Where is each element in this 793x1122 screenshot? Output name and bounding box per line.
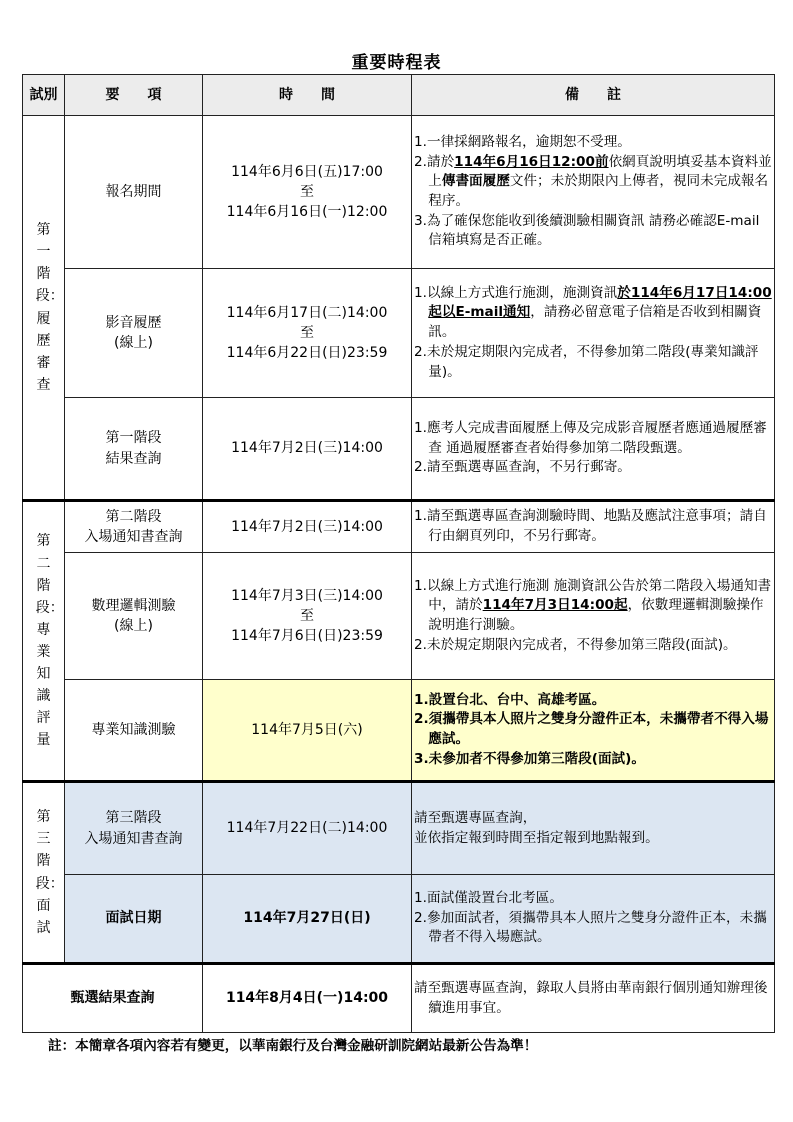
time-line: 114年7月5日(六) bbox=[251, 721, 363, 738]
time-line: 114年7月27日(日) bbox=[243, 910, 371, 927]
note-segment: 1.一律採網路報名，逾期恕不受理。 bbox=[414, 133, 631, 150]
note-segment: 2.參加面試者，須攜帶具本人照片之雙身分證件正本，未攜帶者不得入場應試。 bbox=[414, 909, 767, 946]
time-cell bbox=[203, 553, 412, 680]
item-label: (線上) bbox=[114, 618, 153, 634]
note-cell bbox=[412, 501, 775, 553]
item-label: 第三階段 bbox=[105, 810, 162, 827]
header-item: 要 項 bbox=[65, 75, 203, 116]
time-line: 至 bbox=[300, 183, 314, 200]
note-segment: 1.設置台北、台中、高雄考區。 bbox=[414, 691, 606, 708]
time-line: 至 bbox=[300, 607, 314, 624]
time-line: 114年6月16日(一)12:00 bbox=[226, 204, 388, 221]
note-line bbox=[414, 153, 772, 212]
table-row bbox=[23, 964, 775, 1033]
note-line bbox=[414, 458, 772, 478]
item-cell bbox=[65, 269, 203, 398]
time-line: 114年8月4日(一)14:00 bbox=[225, 990, 389, 1007]
table-row bbox=[23, 680, 775, 782]
note-segment: 文件；未於期限內上傳者，視同未完成報名程序。 bbox=[428, 173, 769, 209]
note-segment: 1.應考人完成書面履歷上傳及完成影音履歷者應通過履歷審查 通過履歷審查者始得參加第二階段甄選。 bbox=[414, 419, 767, 456]
table-row bbox=[23, 116, 775, 269]
note-cell bbox=[412, 782, 775, 875]
note-line bbox=[414, 577, 772, 636]
time-cell bbox=[203, 964, 412, 1033]
note-segment: 1.以線上方式進行施測 施測資訊公告於第二階段入場通知書中，請於 bbox=[414, 577, 772, 614]
note-line bbox=[414, 909, 772, 948]
item-label: 入場通知書查詢 bbox=[84, 830, 183, 847]
note-segment: 2.須攜帶具本人照片之雙身分證件正本，未攜帶者不得入場應試。 bbox=[414, 711, 769, 747]
table-row bbox=[23, 782, 775, 875]
note-segment: 2.未於規定期限內完成者，不得參加第三階段(面試)。 bbox=[414, 636, 737, 653]
item-cell bbox=[65, 501, 203, 553]
item-label: 結果查詢 bbox=[105, 450, 162, 467]
note-segment: 傳書面履歷 bbox=[441, 173, 510, 190]
note-segment: 114年7月3日14:00起 bbox=[482, 597, 628, 614]
stage-2-cell bbox=[23, 501, 65, 782]
note-line bbox=[414, 691, 772, 711]
note-segment: 請至甄選專區查詢，錄取人員將由華南銀行個別通知辦理後續進用事宜。 bbox=[414, 979, 768, 1016]
time-cell bbox=[203, 680, 412, 782]
item-cell bbox=[65, 398, 203, 501]
time-cell bbox=[203, 782, 412, 875]
note-cell bbox=[412, 116, 775, 269]
time-line: 114年6月17日(二)14:00 bbox=[226, 304, 388, 321]
note-line bbox=[414, 889, 772, 909]
footnote: 註：本簡章各項內容若有變更，以華南銀行及台灣金融研訓院網站最新公告為準！ bbox=[48, 1038, 538, 1054]
item-label: 影音履歷 bbox=[105, 314, 162, 331]
note-cell bbox=[412, 269, 775, 398]
note-line bbox=[414, 419, 772, 458]
item-cell bbox=[65, 116, 203, 269]
time-line: 114年7月6日(日)23:59 bbox=[231, 628, 383, 645]
note-line bbox=[414, 636, 772, 656]
note-segment: 2.請至甄選專區查詢，不另行郵寄。 bbox=[414, 459, 631, 476]
time-line: 114年6月6日(五)17:00 bbox=[231, 163, 383, 180]
note-cell bbox=[412, 680, 775, 782]
note-segment: 3.為了確保您能收到後續測驗相關資訊 請務必確認E-mail信箱填寫是否正確。 bbox=[414, 212, 760, 249]
time-cell bbox=[203, 398, 412, 501]
header-time: 時 間 bbox=[203, 75, 412, 116]
stage-3-label: 第三階段：面試 bbox=[35, 809, 64, 936]
note-segment: 2.未於規定期限內完成者，不得參加第二階段(專業知識評量)。 bbox=[414, 343, 759, 380]
time-cell bbox=[203, 875, 412, 964]
stage-3-cell bbox=[23, 782, 65, 964]
item-label: (線上) bbox=[114, 335, 153, 351]
note-segment: 依網頁說明填妥基本資料並上 bbox=[428, 153, 772, 190]
item-label: 甄選結果查詢 bbox=[70, 990, 155, 1007]
note-segment: 1.面試僅設置台北考區。 bbox=[414, 889, 563, 906]
note-segment: 3.未參加者不得參加第三階段(面試)。 bbox=[414, 750, 645, 767]
time-line: 114年6月22日(日)23:59 bbox=[226, 345, 388, 362]
item-label: 第二階段 bbox=[105, 508, 162, 525]
note-segment: 於114年6月17日14:00起以E-mail通知 bbox=[428, 284, 772, 321]
table-header-row bbox=[23, 75, 775, 116]
item-label: 入場通知書查詢 bbox=[84, 529, 183, 545]
note-segment: 請至甄選專區查詢， bbox=[414, 809, 537, 826]
note-segment: 並依指定報到時間至指定報到地點報到。 bbox=[414, 829, 659, 846]
note-cell bbox=[412, 398, 775, 501]
stage-1-cell bbox=[23, 116, 65, 501]
note-segment: 1.以線上方式進行施測，施測資訊 bbox=[414, 284, 618, 301]
item-label: 報名期間 bbox=[105, 183, 162, 200]
item-cell bbox=[23, 964, 203, 1033]
table-row bbox=[23, 875, 775, 964]
note-line bbox=[414, 979, 772, 1018]
item-cell bbox=[65, 875, 203, 964]
note-segment: ，依數理邏輯測驗操作說明進行測驗。 bbox=[428, 597, 764, 633]
item-label: 專業知識測驗 bbox=[91, 721, 176, 738]
stage-2-label: 第二階段：專業知識評量 bbox=[35, 533, 64, 749]
item-label: 第一階段 bbox=[105, 430, 162, 447]
note-cell bbox=[412, 553, 775, 680]
time-line: 114年7月2日(三)14:00 bbox=[231, 440, 383, 457]
note-line bbox=[414, 750, 772, 770]
note-line bbox=[414, 710, 772, 749]
time-line: 至 bbox=[300, 324, 314, 341]
table-row bbox=[23, 501, 775, 553]
item-label: 數理邏輯測驗 bbox=[91, 597, 176, 614]
note-line bbox=[414, 829, 772, 849]
note-segment: 1.請至甄選專區查詢測驗時間、地點及應試注意事項；請自行由網頁列印，不另行郵寄。 bbox=[414, 508, 767, 544]
item-cell bbox=[65, 782, 203, 875]
note-cell bbox=[412, 875, 775, 964]
time-cell bbox=[203, 116, 412, 269]
note-line bbox=[414, 284, 772, 343]
header-stage: 試別 bbox=[23, 75, 65, 116]
time-line: 114年7月2日(三)14:00 bbox=[231, 518, 383, 535]
table-row bbox=[23, 269, 775, 398]
item-cell bbox=[65, 553, 203, 680]
time-line: 114年7月22日(二)14:00 bbox=[226, 820, 388, 837]
header-note: 備 註 bbox=[412, 75, 775, 116]
note-segment: 2.請於 bbox=[414, 153, 455, 170]
page-title: 重要時程表 bbox=[351, 53, 442, 73]
note-segment: 114年6月16日12:00前 bbox=[454, 153, 609, 170]
time-line: 114年7月3日(三)14:00 bbox=[231, 587, 383, 604]
time-cell bbox=[203, 269, 412, 398]
table-row bbox=[23, 398, 775, 501]
schedule-table bbox=[22, 74, 775, 1033]
note-segment: ，請務必留意電子信箱是否收到相關資訊。 bbox=[428, 304, 762, 341]
time-cell bbox=[203, 501, 412, 553]
item-label: 面試日期 bbox=[105, 910, 162, 927]
note-line bbox=[414, 212, 772, 251]
note-line bbox=[414, 343, 772, 382]
note-line bbox=[414, 133, 772, 153]
note-line bbox=[414, 809, 772, 829]
note-cell bbox=[412, 964, 775, 1033]
note-line bbox=[414, 507, 772, 546]
stage-1-label: 第一階段：履歷審查 bbox=[35, 222, 64, 393]
table-row bbox=[23, 553, 775, 680]
item-cell bbox=[65, 680, 203, 782]
